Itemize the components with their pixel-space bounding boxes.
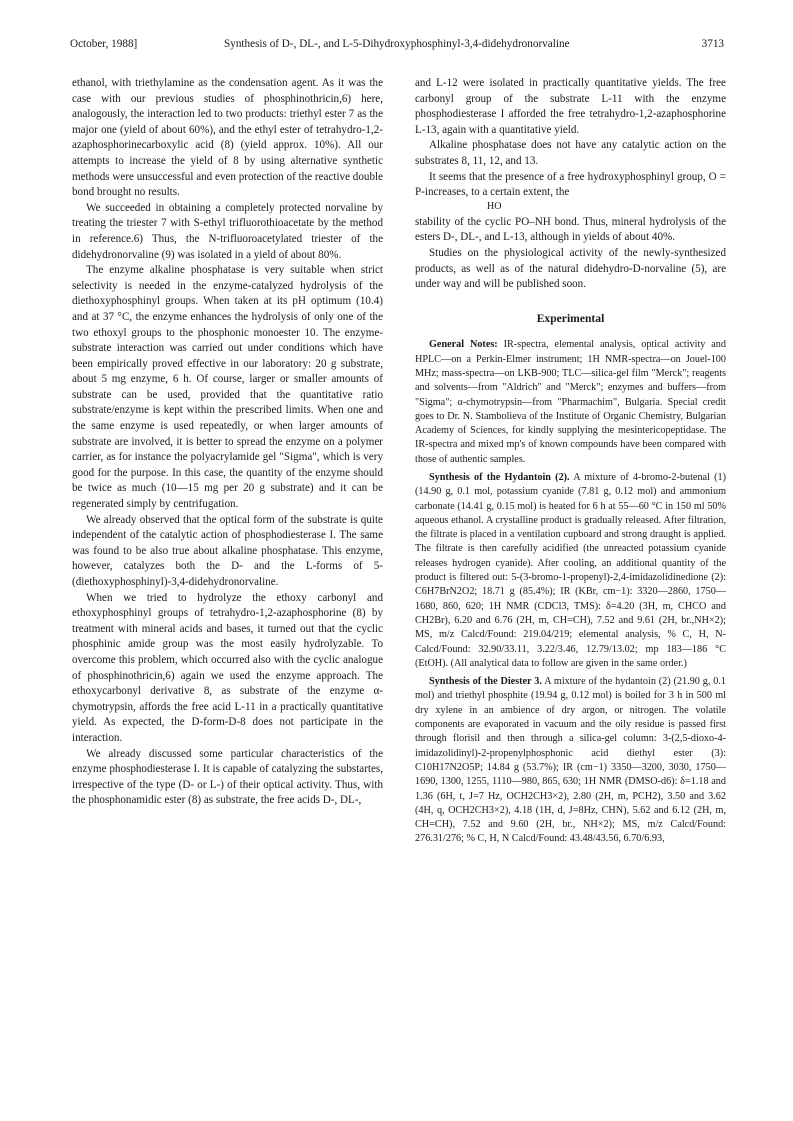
paragraph: When we tried to hydrolyze the ethoxy carbonyl and ethoxyphosphinyl groups of tetrahydro-1,2-azaphosphorine (8) by treatment with mineral acids and bases, it turned out that the cyclic phosphinic amide group was the most easily hydrolyzable. To overcome this problem, which occurred also with the cyclic analogue of phosphinothricin,6) again we used the enzyme approach. The ethoxycarbonyl derivative 8, as substrate of the enzyme α-chymotrypsin, affords the free acid L-11 in a practically quantitative yield. As expected, the D-form-D-8 does not participate in the interaction. (72, 591, 383, 744)
paragraph: The enzyme alkaline phosphatase is very suitable when strict selectivity is needed in the enzyme-catalyzed hydrolysis of the diethoxyphosphinyl groups. When taken at its pH optimum (10.4) and at 37 °C, the enzyme enhances the hydrolysis of only one of the two ethoxyl groups to the phosphonic monoester 10. The enzyme-substrate interaction was carried out under conditions which have been empirically proved effective in our laboratory: 20 g substrate, about 5 mg enzyme, 6 h. Of course, larger or smaller amounts of substrate can be used, provided that the quantitative ratio substrate/enzyme is kept within the prescribed limits. When one and the same enzyme is used repeatedly, or when larger amounts of substrate are involved, it is better to spread the enzyme on a polymer carrier, as for instance the polyacrylamide gel "Sigma", which is very good for the purpose. In this case, the quantity of the enzyme should be twice as much (10—15 mg per 20 g substrate) and it can be regenerated simply by centrifugation. (72, 264, 383, 511)
paragraph: and L-12 were isolated in practically quantitative yields. The free carbonyl group of the substrate L-11 with the enzyme phosphodiesterase I afforded the free tetrahydro-1,2-azaphosphorine L-13, again with a quantitative yield. (415, 77, 726, 136)
running-header (70, 36, 724, 52)
issue-date: October, 1988] (70, 38, 138, 50)
paragraph: ethanol, with triethylamine as the condensation agent. As it was the case with our previous studies of phosphinothricin,6) here, analogously, the interaction led to two products: triethyl ester 7 as the major one (yield of about 60%), and the ethyl ester of tetrahydro-1,2-azaphosphorinecarboxylic acid (8) (yield approx. 10%). All our attempts to increase the yield of 8 by using alternative synthetic methods were unsuccessful and even protection of the reactive double bond brought no results. (72, 77, 383, 199)
paragraph: We already discussed some particular characteristics of the enzyme phosphodiesterase I. It is capable of catalyzing the substartes, irrespective of the type (D- or L-) of their optical activity. Thus, with the phosphonamidic ester (8) as substrate, the free acids D-, DL-, (72, 747, 383, 807)
diester-synthesis-paragraph (415, 675, 726, 847)
paragraph: Alkaline phosphatase does not have any catalytic action on the substrates 8, 11, 12, and 13. (415, 139, 726, 167)
paragraph: It seems that the presence of a free hydroxyphosphinyl group, O = P-increases, to a certain extent, the (415, 170, 726, 199)
hydantoin-text: A mixture of 4-bromo-2-butenal (1) (14.90 g, 0.1 mol, potassium cyanide (7.81 g, 0.12 mol) and ammonium carbonate (14.41 g, 0.15 mol) is heated for 6 h at 55—60 °C in 150 ml 50% aqueous ethanol. A crystalline product is gradually released. After filtration, the filtrate is placed in a ventilation cupboard and strong draught is applied. The filtrate is then carefully acidified (the unreacted potassium cyanide releases hydrogen cyanide). After cooling, an additional quantity of the product is filtered out: 5-(3-bromo-1-propenyl)-2,4-imidazolidinedione (2): C6H7BrN2O2; 18.71 g (85.4%); IR (KBr, cm−1): 3320—2860, 1750—1680, 860, 620; 1H NMR (CDCl3, TMS): δ=4.20 (3H, m, CHCO and CH2Br), 6.20 and 6.76 (2H, m, CH=CH), 7.52 and 9.61 (2H, br.,NH×2); MS, m/z Calcd/Found: 219.04/219; elemental analysis, % C, H, N-Calcd/Found: 32.90/33.11, 3.22/3.46, 12.79/13.02; mp 183—186 °C (EtOH). (All analytical data to follow are given in the same order.) (415, 471, 726, 669)
general-notes-label: General Notes: (429, 339, 498, 351)
paragraph: We already observed that the optical form of the substrate is quite independent of the catalytic action of phosphodiesterase I. The same was found to be also true about alkaline phosphatase. This enzyme, however, catalyzes both the D- and the L-forms of 5-(diethoxyphosphinyl)-3,4-didehydronorvaline. (72, 513, 383, 588)
diester-text: A mixture of the hydantoin (2) (21.90 g, 0.1 mol) and triethyl phosphite (19.94 g, 0.12 mol) is boiled for 3 h in 500 ml dry xylene in an ambience of dry argon, or nitrogen. The volatile components are evaporated in vacuum and the oily residue is passed first through florisil and then through a silica-gel column: 3-(2,5-dioxo-4-imidazolidinyl)-2-propenylphosphonic acid diethyl ester (3): C10H17N2O5P; 14.84 g (53.7%); IR (cm−1) 3350—3200, 3030, 1750—1690, 1300, 1255, 1110—980, 865, 630; 1H NMR (DMSO-d6): δ=1.18 and 1.36 (6H, t, J=7 Hz, OCH2CH3×2), 2.80 (2H, m, PCH2), 3.50 and 3.62 (4H, q, OCH2CH3×2), 4.18 (1H, d, J=8Hz, CHN), 5.62 and 6.12 (2H, m, CH=CH), 7.52 and 9.60 (2H, br., NH×2); MS, m/z Calcd/Found: 276.31/276; % C, H, N Calcd/Found: 43.48/43.56, 6.70/6.93, (415, 676, 726, 845)
paragraph: Studies on the physiological activity of the newly-synthesized products, as well as of the natural didehydro-D-norvaline (5), are under way and will be published soon. (415, 246, 726, 291)
hydantoin-label: Synthesis of the Hydantoin (2). (429, 471, 570, 483)
paragraph: stability of the cyclic PO–NH bond. Thus, mineral hydrolysis of the esters D-, DL-, and L-13, although in yields of about 40%. (415, 215, 726, 244)
right-column (415, 76, 726, 847)
section-heading-experimental: Experimental (536, 311, 605, 325)
running-title: Synthesis of D-, DL-, and L-5-Dihydroxyphosphinyl-3,4-didehydronorvaline (224, 38, 570, 50)
hydroxy-formula-label: HO (487, 200, 502, 212)
page-number: 3713 (701, 38, 724, 50)
paragraph: We succeeded in obtaining a completely protected norvaline by treating the triester 7 with S-ethyl trifluorothioacetate by the method in reference.6) Thus, the N-trifluoroacetylated triester of the didehydronorvaline (9) was isolated in a yield of about 80%. (72, 201, 383, 261)
diester-label: Synthesis of the Diester 3. (429, 676, 542, 688)
general-notes-paragraph (415, 338, 726, 467)
left-column (72, 76, 383, 809)
general-notes-text: IR-spectra, elemental analysis, optical activity and HPLC—on a Perkin-Elmer instrument; 1H NMR-spectra—on Jouel-100 MHz; mass-spectra—on LKB-900; TLC—silica-gel film "Merck"; reagents and solvents—from "Aldrich" and "Merck"; enzymes and buffers—from "Sigma"; α-chymotrypsin—from "Pharmachim", Bulgaria. Special credit goes to Dr. N. Stambolieva of the Institute of Organic Chemistry, Bulgarian Academy of Sciences, for kindly supplying the mesintericopeptidase. The IR-spectra and mixed mp's of known compounds have been compared with those of authentic samples. (415, 339, 726, 465)
hydantoin-synthesis-paragraph (415, 471, 726, 671)
